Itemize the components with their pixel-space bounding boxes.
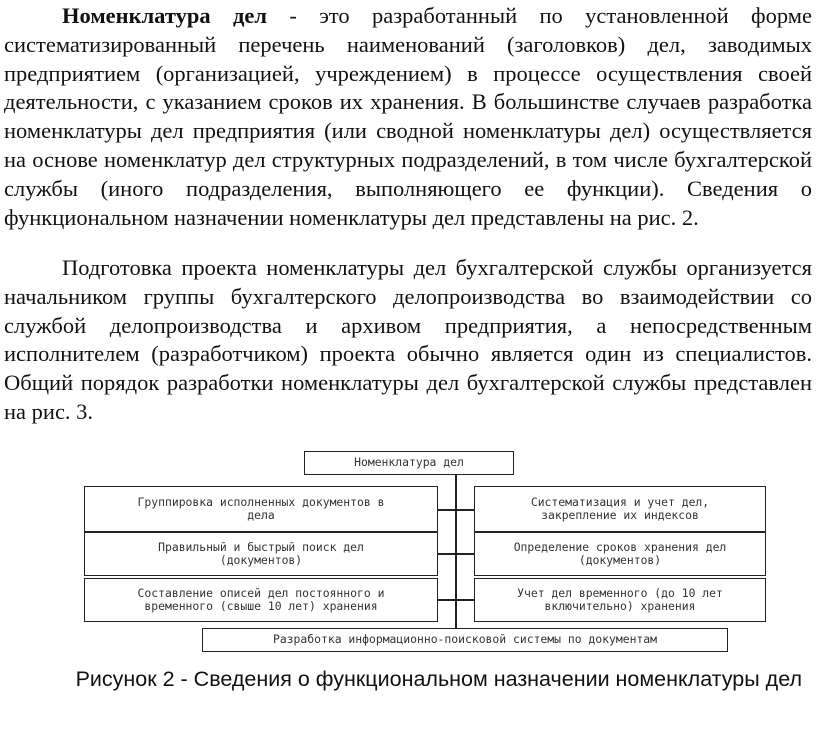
right-box-1-line2: закрепление их индексов — [541, 508, 699, 522]
left-box-2-line1: Правильный и быстрый поиск дел — [158, 539, 364, 554]
right-box-3-line1: Учет дел временного (до 10 лет — [517, 585, 723, 600]
left-box-3-line1: Составление описей дел постоянного и — [137, 585, 385, 600]
right-box-1 — [474, 486, 766, 532]
paragraph-preparation-text: Подготовка проекта номенклатуры дел бухгалтерской службы организуется начальником группы бухгалтерского делопроизводства во взаимодействии со службой делопроизводства и архивом предприятия, а непосредственным исполнителем (разработчиком) проекта обычно является один из специалистов. Общий порядок разработки номенклатуры дел бухгалтерской службы представлен на рис. 3. — [4, 255, 812, 424]
bottom-label: Разработка информационно-поисковой системы по документам — [272, 632, 658, 647]
left-box-2 — [84, 532, 438, 576]
left-box-3-line2: временного (свыше 10 лет) хранения — [144, 599, 378, 613]
paragraph-preparation — [4, 254, 812, 427]
figure-caption: Рисунок 2 - Сведения о функциональном назначении номенклатуры дел — [75, 667, 802, 691]
connector-right-1 — [455, 509, 474, 511]
right-box-1-line1: Систематизация и учет дел, — [530, 494, 710, 509]
paragraph-definition — [4, 2, 812, 232]
right-box-3-line2: включительно) хранения — [544, 599, 696, 613]
function-diagram — [0, 440, 816, 666]
connector-right-3 — [455, 599, 474, 601]
bottom-box — [202, 628, 728, 652]
right-box-3 — [474, 578, 766, 622]
left-box-3 — [84, 578, 438, 622]
right-box-2-line1: Определение сроков хранения дел — [513, 539, 727, 554]
right-box-2-line2: (документов) — [578, 553, 662, 567]
root-label: Номенклатура дел — [354, 455, 464, 470]
paragraph-definition-text: - это разработанный по установленной форме систематизированный перечень наименований (заголовков) дел, заводимых предприятием (организацией, учреждением) в процессе осуществления своей деятельности, с указанием сроков их хранения. В большинстве случаев разработка номенклатуры дел предприятия (или сводной номенклатуры дел) осуществляется на основе номенклатур дел структурных подразделений, в том числе бухгалтерской службы (иного подразделения, выполняющего ее функции). Сведения о функциональном назначении номенклатуры дел представлены на рис. 2. — [4, 3, 812, 230]
root-box — [304, 451, 514, 475]
right-box-2 — [474, 532, 766, 576]
connector-right-2 — [455, 553, 474, 555]
left-box-1 — [84, 486, 438, 532]
term-bold: Номенклатура дел — [62, 3, 267, 28]
left-box-1-line1: Группировка исполненных документов в — [137, 494, 385, 509]
left-box-2-line2: (документов) — [219, 553, 303, 567]
connector-vertical — [455, 474, 457, 630]
left-box-1-line2: дела — [247, 508, 275, 522]
